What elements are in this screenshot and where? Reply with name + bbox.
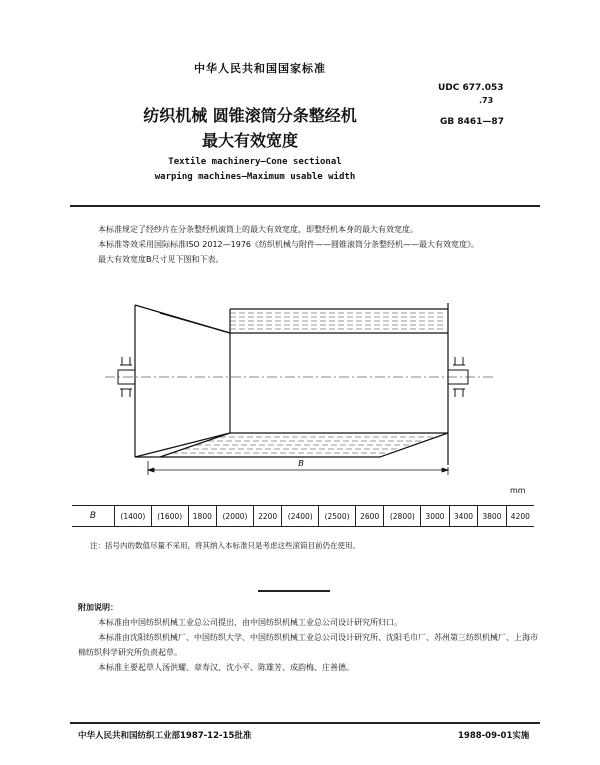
table-cell: (2000) xyxy=(217,506,254,527)
paragraph-scope: 本标准规定了经纱片在分条整经机滚筒上的最大有效宽度，即整经机本身的最大有效宽度。 xyxy=(98,225,418,234)
table-cell: (2400) xyxy=(282,506,319,527)
table-cell: (1600) xyxy=(151,506,188,527)
appendix-drafting-units: 本标准由沈阳纺织机械厂、中国纺织大学、中国纺织机械工业总公司设计研究所、沈阳毛巾厂、苏州第三纺织机械厂、上海市棉纺织科学研究所负责起草。 xyxy=(78,633,538,657)
udc-code: UDC 677.053 xyxy=(438,83,504,93)
table-note: 注：括号内的数值尽量不采用，将其纳入本标准只是考虑这些滚筒目前仍在使用。 xyxy=(90,541,360,550)
appendix-proposer: 本标准由中国纺织机械工业总公司提出，由中国纺织机械工业总公司设计研究所归口。 xyxy=(98,618,402,627)
appendix-heading: 附加说明： xyxy=(78,603,118,612)
table-cell: 3400 xyxy=(449,506,477,527)
table-cell: 2600 xyxy=(355,506,383,527)
gb-number: GB 8461—87 xyxy=(440,117,504,127)
title-en-line1: Textile machinery—Cone sectional xyxy=(168,157,342,167)
title-zh-line1: 纺织机械 圆锥滚筒分条整经机 xyxy=(143,106,357,125)
table-cell: (2800) xyxy=(384,506,421,527)
standard-body: 中华人民共和国国家标准 xyxy=(194,62,326,75)
implementation-date: 1988-09-01实施 xyxy=(458,731,530,741)
body-text xyxy=(78,222,538,267)
table-cell: 1800 xyxy=(188,506,216,527)
table-cell: (2500) xyxy=(319,506,356,527)
warping-drum-figure xyxy=(100,295,500,480)
title-zh-line2: 最大有效宽度 xyxy=(201,131,298,150)
drum-cone-outline xyxy=(135,305,230,457)
paragraph-figure-reference: 最大有效宽度B尺寸见下图和下表。 xyxy=(98,255,224,264)
udc-code-cont: .73 xyxy=(479,96,494,105)
appendix xyxy=(78,600,538,675)
approval-date: 中华人民共和国纺织工业部1987-12-15批准 xyxy=(78,731,252,741)
title-en-line2: warping machines—Maximum usable width xyxy=(154,172,356,182)
table-row xyxy=(72,506,534,527)
table-cell: 4200 xyxy=(506,506,534,527)
width-table xyxy=(72,505,534,527)
table-cell: (1400) xyxy=(115,506,152,527)
paragraph-iso-reference: 本标准等效采用国际标准ISO 2012—1976《纺织机械与附件——圆锥滚筒分条整经机——最大有效宽度》。 xyxy=(98,240,479,249)
table-cell: 3800 xyxy=(478,506,506,527)
footer-rule xyxy=(70,722,540,724)
table-row-header: B xyxy=(72,506,115,527)
table-cell: 3000 xyxy=(421,506,449,527)
header-rule xyxy=(70,205,540,207)
appendix-drafters: 本标准主要起草人汤洪耀、章寿汉、沈小平、陈雄芳、成韵梅、庄善德。 xyxy=(98,663,354,672)
section-separator xyxy=(258,590,330,592)
table-cell: 2200 xyxy=(253,506,281,527)
dimension-b-label: B xyxy=(298,459,304,468)
unit-label: mm xyxy=(510,486,526,495)
